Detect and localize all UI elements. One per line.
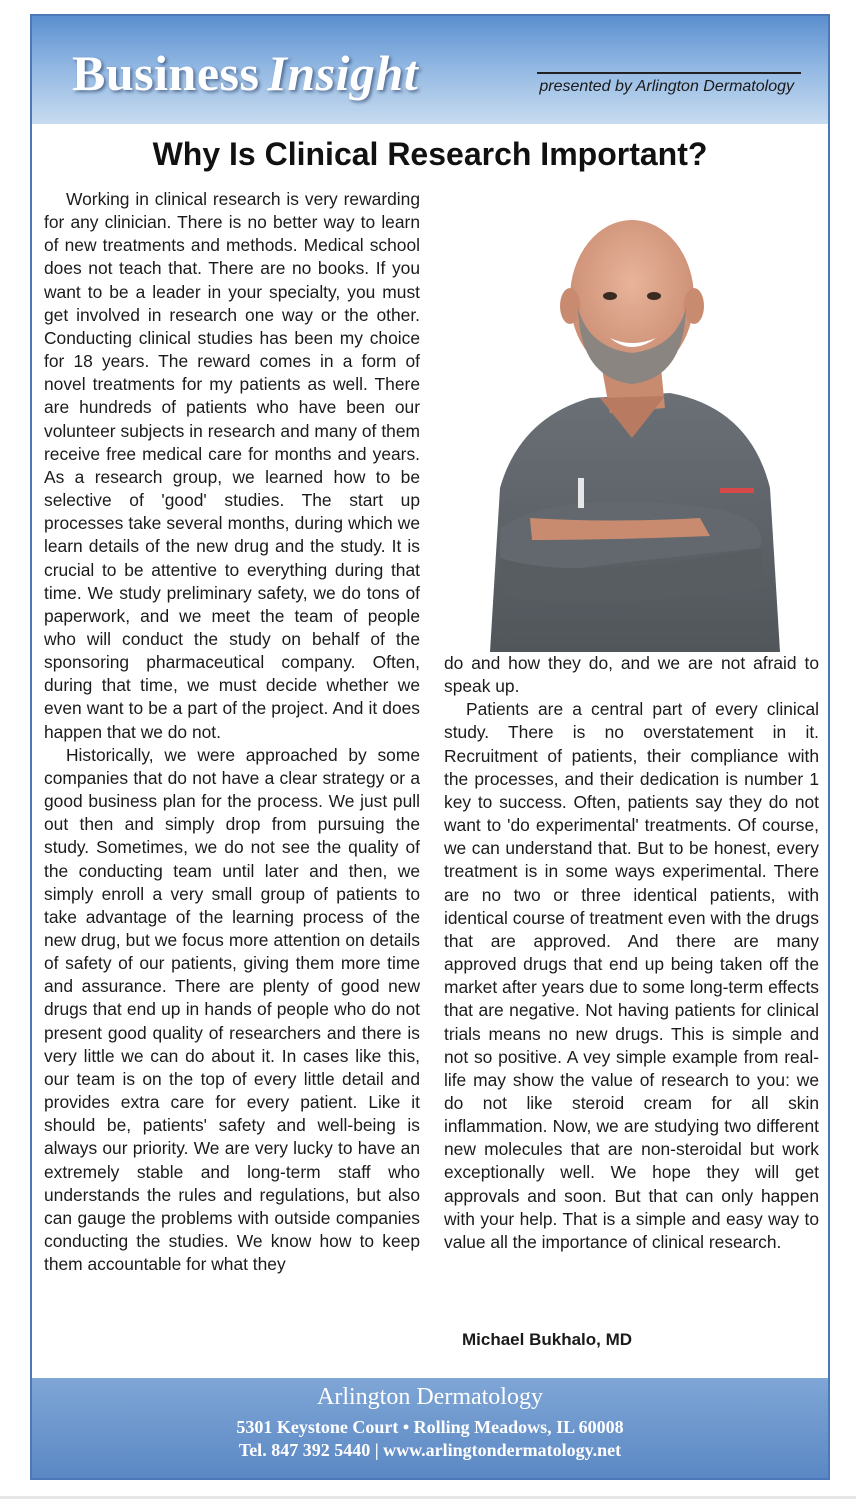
footer-contact: Tel. 847 392 5440 | www.arlingtondermatology.net — [238, 1440, 622, 1460]
scan-edge — [0, 1496, 856, 1499]
right-column — [444, 652, 819, 1254]
brand-title — [72, 44, 418, 102]
author-photo — [460, 188, 790, 652]
paragraph-1: Working in clinical research is very rewarding for any clinician. There is no better way to learn of new treatments and methods. Medical school does not teach that. There are no books. If you want to be a leader in your specialty, you must get involved in research one way or the other. Conducting clinical studies has been my choice for 18 years. The reward comes in a form of novel treatments for my patients as well. There are hundreds of patients who have been our volunteer subjects in research and many of them receive free medical care for months and years. As a research group, we learned how to be selective of 'good' studies. The start up processes take several months, during which we learn details of the new drug and the study. It is crucial to be attentive to everything during that time. We study preliminary safety, we do tons of paperwork, and we meet the team of people who will conduct the study on behalf of the sponsoring pharmaceutical company. Often, during that time, we must decide whether we even want to be a part of the project. And it does happen that we do not. — [44, 189, 420, 742]
paragraph-3: Patients are a central part of every clinical study. There is no overstatement in it. Recruitment of patients, their compliance with the processes, and their dedication is number 1 key to success. Often, patients say they do not want to 'do experimental' treatments. Of course, we can understand that. But to be honest, every treatment is in some ways experimental. There are no two or three identical patients, with identical course of treatment even with the drugs that are approved. And there are many approved drugs that end up being taken off the market after years due to some long-term effects that are negative. Not having patients for clinical trials means no new drugs. This is simple and not so positive. A vey simple example from real-life may show the value of research to you: we do not like steroid cream for all skin inflammation. Now, we are studying two different new molecules that are non-steroidal but work exceptionally well. We hope they will get approvals and soon. But that can only happen with your help. That is a simple and easy way to value all the importance of clinical research. — [444, 699, 819, 1252]
brand-word-business: Business — [72, 45, 260, 101]
article-headline: Why Is Clinical Research Important? — [152, 136, 708, 172]
doctor-portrait-image — [460, 188, 790, 652]
presented-rule — [537, 72, 801, 74]
header-banner — [32, 16, 828, 124]
footer-banner — [32, 1378, 828, 1478]
brand-word-insight: Insight — [267, 45, 419, 101]
article-frame — [30, 14, 830, 1480]
footer-address: 5301 Keystone Court • Rolling Meadows, IL 60008 — [236, 1417, 624, 1437]
left-column — [44, 188, 420, 1276]
paragraph-2: Historically, we were approached by some companies that do not have a clear strategy or a good business plan for the process. We just pull out then and simply drop from pursuing the study. Sometimes, we do not see the quality of the conducting team until later and then, we simply enroll a very small group of patients to take advantage of the learning process of the new drug, but we focus more attention on details of safety of our patients, giving them more time and assurance. There are plenty of good new drugs that end up in hands of people who do not present good quality of researchers and there is very little we can do about it. In cases like this, our team is on the top of every little detail and provides extra care for every patient. Like it should be, patients' safety and well-being is always our priority. We are very lucky to have an extremely stable and long-term staff who understands the rules and regulations, but also can gauge the problems with outside companies conducting the studies. We know how to keep them accountable for what they — [44, 744, 420, 1275]
footer-practice-name: Arlington Dermatology — [317, 1384, 543, 1410]
presented-by: presented by Arlington Dermatology — [539, 78, 794, 95]
paragraph-2-continued: do and how they do, and we are not afraid to speak up. — [444, 653, 819, 697]
author-signature: Michael Bukhalo, MD — [462, 1330, 633, 1349]
